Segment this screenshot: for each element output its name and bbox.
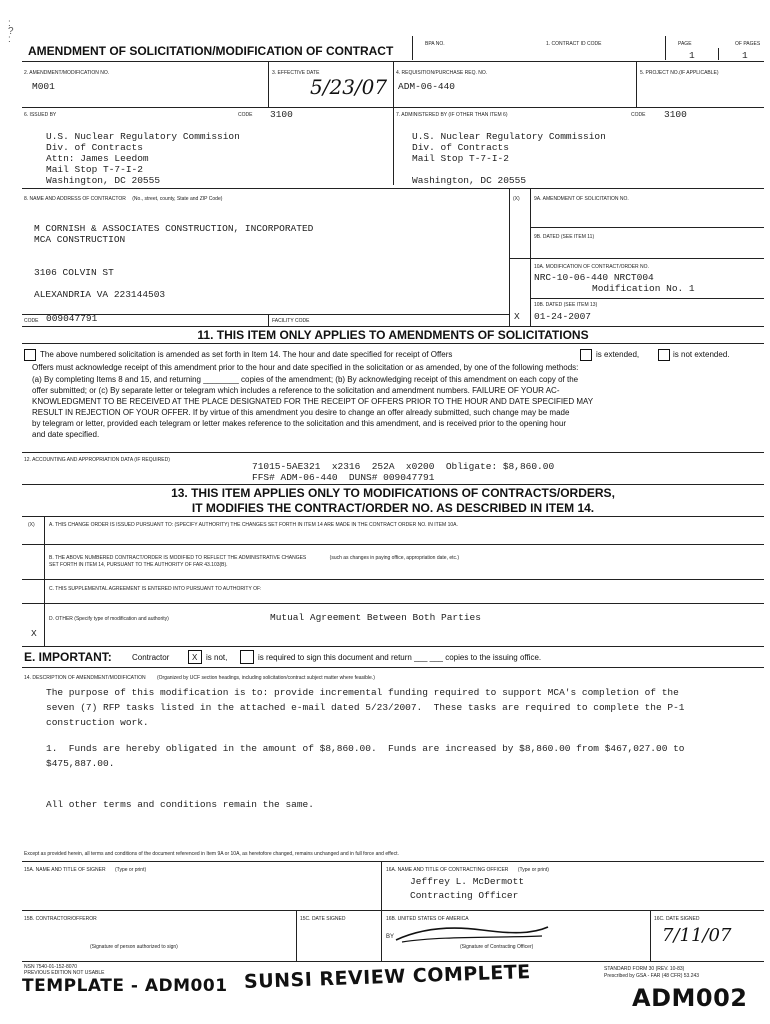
admin-line: Washington, DC 20555 [412, 175, 527, 186]
contractor-word: Contractor [132, 653, 170, 662]
is-not-x: X [192, 653, 198, 662]
of-pages-number: 1 [742, 50, 748, 61]
of-pages-label: OF PAGES [735, 41, 761, 47]
united-states-label: 16B. UNITED STATES OF AMERICA [386, 916, 469, 922]
rule [22, 667, 764, 668]
contractor-code: 009047791 [46, 313, 98, 324]
rule [393, 107, 394, 185]
item-11-text: offer submitted; or (c) By separate letter or telegram which includes a reference to the solicitation and amendment numbers. FAILURE OF YOUR AC- [32, 386, 560, 395]
rule [393, 62, 394, 107]
item-11-text: Offers must acknowledge receipt of this amendment prior to the hour and date specified in the solicitation or as amended, by one of the following methods: [32, 363, 579, 372]
issued-by-line: Attn: James Leedom [46, 153, 149, 164]
rule [650, 910, 651, 961]
effective-date: 5/23/07 [310, 75, 388, 99]
date-signed-16c: 7/11/07 [662, 925, 732, 946]
rule [22, 646, 764, 647]
rule [22, 484, 764, 485]
rule [22, 861, 764, 862]
contractor-offeror-label: 15B. CONTRACTOR/OFFEROR [24, 916, 97, 922]
contracting-officer-name: Jeffrey L. McDermott [410, 876, 525, 887]
item-10a-value: NRC-10-06-440 NRCT004 [534, 272, 654, 283]
rule [22, 961, 764, 962]
prescribed-by: Prescribed by GSA - FAR (48 CFR) 53.243 [604, 973, 700, 979]
contractor-line: ALEXANDRIA VA 223144503 [34, 289, 166, 300]
item-13b-note: (such as changes in paying office, appropriation date, etc.) [329, 555, 460, 561]
page-number: 1 [689, 50, 695, 61]
description-line: The purpose of this modification is to: provide incremental funding required to support MCA's completion of the [46, 687, 679, 698]
rule [22, 343, 764, 344]
contractor-code-label: CODE [24, 318, 39, 324]
rule [44, 516, 45, 646]
issued-by-label: 6. ISSUED BY [24, 112, 57, 118]
project-no-label: 5. PROJECT NO.(IF APPLICABLE) [640, 70, 719, 76]
rule [509, 188, 510, 326]
rule [268, 62, 269, 107]
rule [412, 36, 413, 60]
rule [22, 544, 764, 545]
contractor-label-note: (No., street, county, State and ZIP Code) [132, 196, 223, 202]
page-marks: : ? : [8, 18, 14, 45]
adm-stamp: ADM002 [632, 984, 748, 1012]
is-extended-label: is extended, [596, 350, 640, 359]
item-13d: D. OTHER (Specify type of modification and authority) [49, 616, 169, 622]
accounting-data: FFS# ADM-06-440 DUNS# 009047791 [252, 472, 435, 483]
item-14-label [24, 675, 375, 681]
rule [22, 603, 764, 604]
contractor-label [24, 196, 222, 202]
date-signed-16c-label: 16C. DATE SIGNED [654, 916, 700, 922]
item-10a-value: Modification No. 1 [592, 283, 695, 294]
signer-signature-caption: (Signature of person authorized to sign) [90, 944, 178, 950]
rule [22, 579, 764, 580]
contracting-officer-title: Contracting Officer [410, 890, 519, 901]
requisition-no: ADM-06-440 [398, 81, 456, 92]
description-line: seven (7) RFP tasks listed in the attached e-mail dated 5/23/2007. These tasks are required to complete the P-1 [46, 702, 685, 713]
description-line: 1. Funds are hereby obligated in the amount of $8,860.00. Funds are increased by $8,860.00 from $467,027.00 to [46, 743, 685, 754]
item-13a: A. THIS CHANGE ORDER IS ISSUED PURSUANT TO: (SPECIFY AUTHORITY) THE CHANGES SET FORTH IN ITEM 14 ARE MADE IN THE CONTRACT ORDER NO. IN ITEM 10A. [49, 522, 458, 528]
contracting-officer-signature [392, 922, 552, 946]
description-line: $475,887.00. [46, 758, 115, 769]
admin-code-label: CODE [631, 112, 646, 118]
item-13d-value: Mutual Agreement Between Both Parties [270, 612, 481, 623]
item-10-x-mark: X [514, 311, 520, 322]
contracting-officer-label-note: (Type or print) [517, 867, 549, 873]
amendment-no-label: 2. AMENDMENT/MODIFICATION NO. [24, 70, 110, 76]
sunsi-stamp: SUNSI REVIEW COMPLETE [243, 961, 532, 993]
is-extended-checkbox[interactable] [580, 349, 592, 361]
important-label: E. IMPORTANT: [24, 650, 112, 664]
rule [296, 910, 297, 961]
rule [22, 452, 764, 453]
is-required-label: is required to sign this document and return ___ ___ copies to the issuing office. [258, 653, 542, 662]
page-label: PAGE [678, 41, 692, 47]
contracting-officer-label-text: 16A. NAME AND TITLE OF CONTRACTING OFFICER [386, 867, 509, 873]
rule [718, 48, 719, 60]
rule [530, 188, 531, 326]
is-not-extended-label: is not extended. [673, 350, 730, 359]
rule [509, 258, 764, 259]
description-closing: All other terms and conditions remain the same. [46, 799, 314, 810]
rule [530, 227, 764, 228]
item-11-text: (a) By completing Items 8 and 15, and returning ________ copies of the amendment; (b) By acknowledging receipt of this amendment on each copy of the [32, 375, 579, 384]
rule [381, 861, 382, 961]
rule [22, 516, 764, 517]
rule [665, 36, 666, 60]
item-9b-label: 9B. DATED (SEE ITEM 11) [534, 234, 595, 240]
item-9a-label: 9A. AMENDMENT OF SOLICITATION NO. [534, 196, 629, 202]
contractor-label-text: 8. NAME AND ADDRESS OF CONTRACTOR [24, 196, 126, 202]
admin-line: Div. of Contracts [412, 142, 509, 153]
by-label: BY [386, 934, 395, 940]
requisition-label: 4. REQUISITION/PURCHASE REQ. NO. [396, 70, 488, 76]
item-13d-x-mark: X [31, 628, 37, 639]
item-11-text: by telegram or letter, provided each telegram or letter makes reference to the solicitation and this amendment, and is received prior to the opening hour [32, 419, 567, 428]
item-11-text: and date specified. [32, 430, 100, 439]
item-13b-cont: SET FORTH IN ITEM 14, PURSUANT TO THE AUTHORITY OF FAR 43.103(B). [49, 562, 228, 568]
issued-by-line: Mail Stop T-7-I-2 [46, 164, 143, 175]
bpa-label: BPA NO. [425, 41, 445, 47]
admin-line: Mail Stop T-7-I-2 [412, 153, 509, 164]
is-not-label: is not, [206, 653, 228, 662]
admin-code: 3100 [664, 109, 687, 120]
template-stamp: TEMPLATE - ADM001 [22, 976, 228, 996]
rule [530, 298, 764, 299]
contracting-officer-signature-caption: (Signature of Contracting Officer) [460, 944, 534, 950]
item-14-footer: Except as provided herein, all terms and conditions of the document referenced in Item 9A or 10A, as heretofore changed, remains unchanged and in full force and effect. [24, 851, 399, 857]
effective-date-label: 3. EFFECTIVE DATE [272, 70, 320, 76]
standard-form: STANDARD FORM 30 (REV. 10-83) [604, 966, 685, 972]
nsn-number: NSN 7540-01-152-8070 [24, 964, 78, 970]
is-required-checkbox[interactable] [240, 650, 254, 664]
contract-id-label: 1. CONTRACT ID CODE [546, 41, 602, 47]
date-signed-15c-label: 15C. DATE SIGNED [300, 916, 346, 922]
contractor-line: MCA CONSTRUCTION [34, 234, 126, 245]
admin-line: U.S. Nuclear Regulatory Commission [412, 131, 606, 142]
item-10b-label: 10B. DATED (SEE ITEM 13) [534, 302, 598, 308]
amendment-no: M001 [32, 81, 55, 92]
item-13c: C. THIS SUPPLEMENTAL AGREEMENT IS ENTERED INTO PURSUANT TO AUTHORITY OF: [49, 586, 262, 592]
signer-label [24, 867, 146, 873]
form-title: AMENDMENT OF SOLICITATION/MODIFICATION OF CONTRACT [28, 44, 394, 58]
item-11-text: RESULT IN REJECTION OF YOUR OFFER. If by virtue of this amendment you desire to change an offer already submitted, such change may be made [32, 408, 570, 417]
issued-by-line: Div. of Contracts [46, 142, 143, 153]
signer-label-text: 15A. NAME AND TITLE OF SIGNER [24, 867, 106, 873]
signer-label-note: (Type or print) [115, 867, 147, 873]
item-11-text: KNOWLEDGMENT TO BE RECEIVED AT THE PLACE DESIGNATED FOR THE RECEIPT OF OFFERS PRIOR TO THE HOUR AND DATE SPECIFIED MAY [32, 397, 594, 406]
is-not-extended-checkbox[interactable] [658, 349, 670, 361]
rule [22, 910, 764, 911]
facility-code-label: FACILITY CODE [272, 318, 310, 324]
contracting-officer-label [386, 867, 549, 873]
item-11-header: 11. THIS ITEM ONLY APPLIES TO AMENDMENTS OF SOLICITATIONS [197, 328, 589, 342]
issued-code: 3100 [270, 109, 293, 120]
item-13b [49, 555, 459, 561]
x-column-label: (X) [513, 196, 520, 202]
rule [22, 188, 764, 189]
rule [268, 314, 269, 326]
contractor-line: 3106 COLVIN ST [34, 267, 114, 278]
item-12-label: 12. ACCOUNTING AND APPROPRIATION DATA (IF REQUIRED) [24, 457, 170, 463]
issued-by-line: Washington, DC 20555 [46, 175, 161, 186]
administered-by-label: 7. ADMINISTERED BY (IF OTHER THAN ITEM 6) [396, 112, 508, 118]
item-13b-text: B. THE ABOVE NUMBERED CONTRACT/ORDER IS MODIFIED TO REFLECT THE ADMINISTRATIVE CHANGES [49, 555, 307, 561]
item-13-header: 13. THIS ITEM APPLIES ONLY TO MODIFICATIONS OF CONTRACTS/ORDERS, [171, 486, 615, 500]
item-13-header: IT MODIFIES THE CONTRACT/ORDER NO. AS DESCRIBED IN ITEM 14. [191, 501, 595, 515]
item-14-label-note: (Organized by UCF section headings, including solicitation/contract subject matter where feasible.) [156, 675, 375, 681]
item-10a-label: 10A. MODIFICATION OF CONTRACT/ORDER NO. [534, 264, 649, 270]
issued-code-label: CODE [238, 112, 253, 118]
issued-by-line: U.S. Nuclear Regulatory Commission [46, 131, 240, 142]
description-line: construction work. [46, 717, 149, 728]
item-11-checkbox[interactable] [24, 349, 36, 361]
item-11-text: The above numbered solicitation is amended as set forth in Item 14. The hour and date specified for receipt of Offers [40, 350, 453, 359]
item-14-label-text: 14. DESCRIPTION OF AMENDMENT/MODIFICATION [24, 675, 146, 681]
item-10b-value: 01-24-2007 [534, 311, 592, 322]
item-13-x-label: (X) [28, 522, 35, 528]
rule [636, 62, 637, 107]
previous-edition: PREVIOUS EDITION NOT USABLE [24, 970, 105, 976]
contractor-line: M CORNISH & ASSOCIATES CONSTRUCTION, INCORPORATED [34, 223, 314, 234]
rule [22, 326, 764, 327]
accounting-data: 71015-5AE321 x2316 252A x0200 Obligate: $8,860.00 [252, 461, 555, 472]
